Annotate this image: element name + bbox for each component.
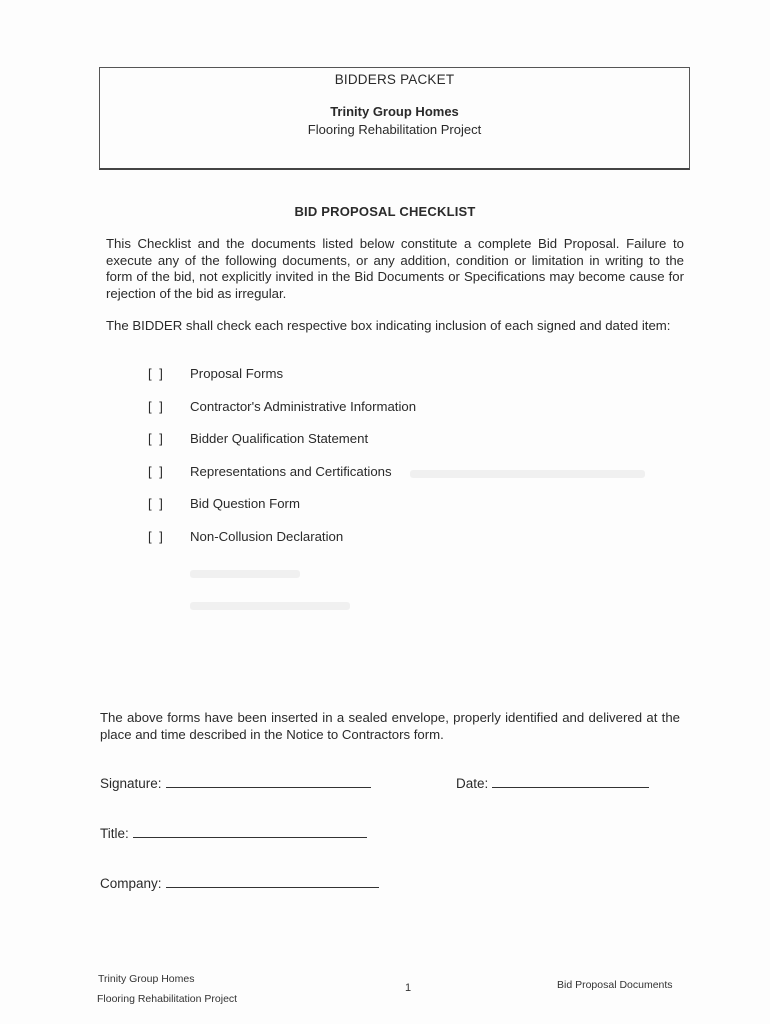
company-label: Company: (100, 876, 162, 891)
checklist-item-label: Proposal Forms (190, 366, 284, 381)
checklist-item-label: Representations and Certifications (190, 463, 392, 479)
date-line[interactable] (492, 775, 649, 788)
title-line[interactable] (133, 825, 367, 838)
checklist-item (148, 431, 648, 464)
title-label: Title: (100, 826, 129, 841)
checklist-item (148, 366, 648, 399)
page-number: 1 (405, 982, 412, 994)
checklist-item (148, 399, 648, 432)
title-field (100, 825, 367, 841)
signature-label: Signature: (100, 776, 162, 791)
date-field (456, 775, 649, 791)
checklist-item (148, 496, 648, 529)
packet-title: BIDDERS PACKET (334, 72, 455, 87)
company-field (100, 875, 379, 891)
section-title: BID PROPOSAL CHECKLIST (294, 204, 476, 219)
checkbox[interactable]: [ ] (148, 496, 165, 512)
checkbox[interactable]: [ ] (148, 463, 165, 479)
footer-organization: Trinity Group Homes (98, 973, 195, 985)
checkbox[interactable]: [ ] (148, 366, 165, 381)
project-name: Flooring Rehabilitation Project (307, 122, 482, 137)
company-line[interactable] (166, 875, 379, 888)
checklist (148, 366, 648, 562)
checkbox[interactable]: [ ] (148, 528, 165, 544)
date-label: Date: (456, 776, 489, 791)
checkbox[interactable]: [ ] (148, 431, 165, 447)
bidder-instruction: The BIDDER shall check each respective box indicating inclusion of each signed and dated item: (106, 318, 671, 333)
scan-artifact (190, 602, 350, 610)
footer-project: Flooring Rehabilitation Project (97, 993, 238, 1005)
organization-name: Trinity Group Homes (330, 104, 459, 119)
checklist-item-label: Bidder Qualification Statement (190, 431, 369, 447)
scan-artifact (190, 570, 300, 578)
checklist-item (148, 464, 648, 497)
intro-paragraph: This Checklist and the documents listed below constitute a complete Bid Proposal. Failure to execute any of the following documents, or any addition, condition or limitation in writing to the form of the bid, not explicitly invited in the Bid Documents or Specifications may become cause for rejection of the bid as irregular. (106, 236, 684, 301)
checklist-item-label: Non-Collusion Declaration (190, 528, 344, 544)
signature-field (100, 775, 371, 791)
scan-artifact (410, 470, 645, 478)
header-box (99, 67, 690, 170)
signature-line[interactable] (166, 775, 371, 788)
checklist-item-label: Contractor's Administrative Information (190, 398, 417, 414)
checklist-item-label: Bid Question Form (190, 496, 300, 512)
checkbox[interactable]: [ ] (148, 398, 165, 414)
checklist-item (148, 529, 648, 562)
footer-document-name: Bid Proposal Documents (557, 979, 673, 991)
sealed-envelope-statement: The above forms have been inserted in a sealed envelope, properly identified and delivered at the place and time described in the Notice to Contractors form. (100, 710, 680, 742)
